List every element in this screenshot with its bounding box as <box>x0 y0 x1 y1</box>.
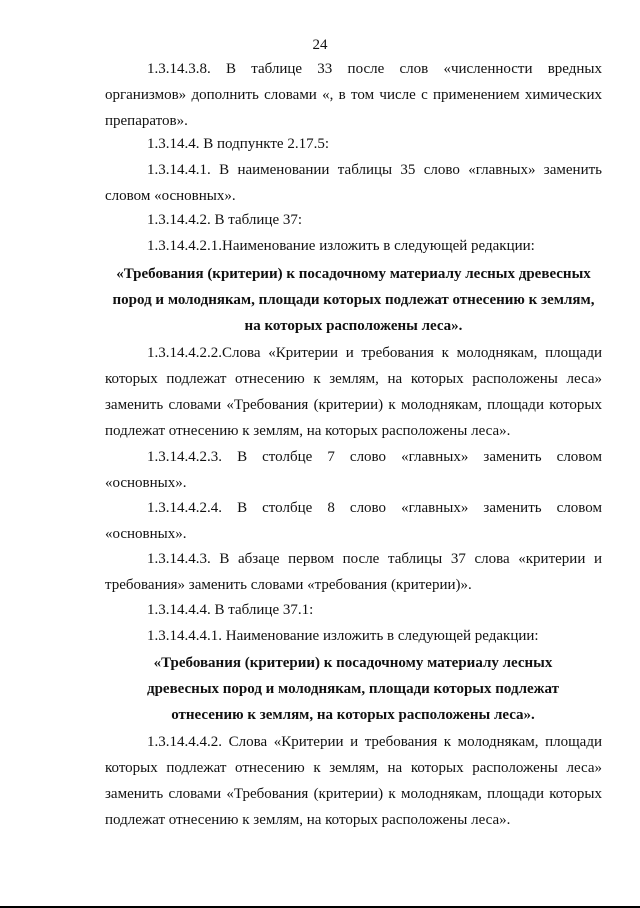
paragraph-1-3-14-4-4-2: 1.3.14.4.4.2. Слова «Критерии и требования к молоднякам, площади которых подлежат отнесению к землям, на которых расположены леса» заменить словами «Требования (критерии) к молоднякам, площади которых подлежат отнесению к землям, на которых расположены леса». <box>105 734 602 828</box>
paragraph-1-3-14-3-8: 1.3.14.3.8. В таблице 33 после слов «численности вредных организмов» дополнить словами «, в том числе с применением химических препаратов». <box>105 61 602 129</box>
paragraph-1-3-14-4-3: 1.3.14.4.3. В абзаце первом после таблицы 37 слова «критерии и требования» заменить словами «требования (критерии)». <box>105 551 602 593</box>
page-number: 24 <box>312 37 328 53</box>
paragraph-1-3-14-4: 1.3.14.4. В подпункте 2.17.5: <box>147 136 330 152</box>
paragraph-1-3-14-4-2-3: 1.3.14.4.2.3. В столбце 7 слово «главных» заменить словом «основных». <box>105 449 602 491</box>
paragraph-1-3-14-4-2-1: 1.3.14.4.2.1.Наименование изложить в следующей редакции: <box>147 238 535 254</box>
paragraph-1-3-14-4-4: 1.3.14.4.4. В таблице 37.1: <box>147 602 314 618</box>
table-37-1-title-heading: «Требования (критерии) к посадочному материалу лесных древесных пород и молоднякам, площади которых подлежат отнесению к землям, на которых расположены леса». <box>146 655 559 723</box>
paragraph-1-3-14-4-4-1: 1.3.14.4.4.1. Наименование изложить в следующей редакции: <box>147 628 539 644</box>
table-37-title-heading: «Требования (критерии) к посадочному материалу лесных древесных пород и молоднякам, площади которых подлежат отнесению к землям, на которых расположены леса». <box>112 266 595 334</box>
paragraph-1-3-14-4-2-2: 1.3.14.4.2.2.Слова «Критерии и требования к молоднякам, площади которых подлежат отнесению к землям, на которых расположены леса» заменить словами «Требования (критерии) к молоднякам, площади которых подлежат отнесению к землям, на которых расположены леса». <box>105 345 602 439</box>
paragraph-1-3-14-4-2-4: 1.3.14.4.2.4. В столбце 8 слово «главных» заменить словом «основных». <box>105 500 602 542</box>
paragraph-1-3-14-4-2: 1.3.14.4.2. В таблице 37: <box>147 212 303 228</box>
paragraph-1-3-14-4-1: 1.3.14.4.1. В наименовании таблицы 35 слово «главных» заменить словом «основных». <box>105 162 602 204</box>
